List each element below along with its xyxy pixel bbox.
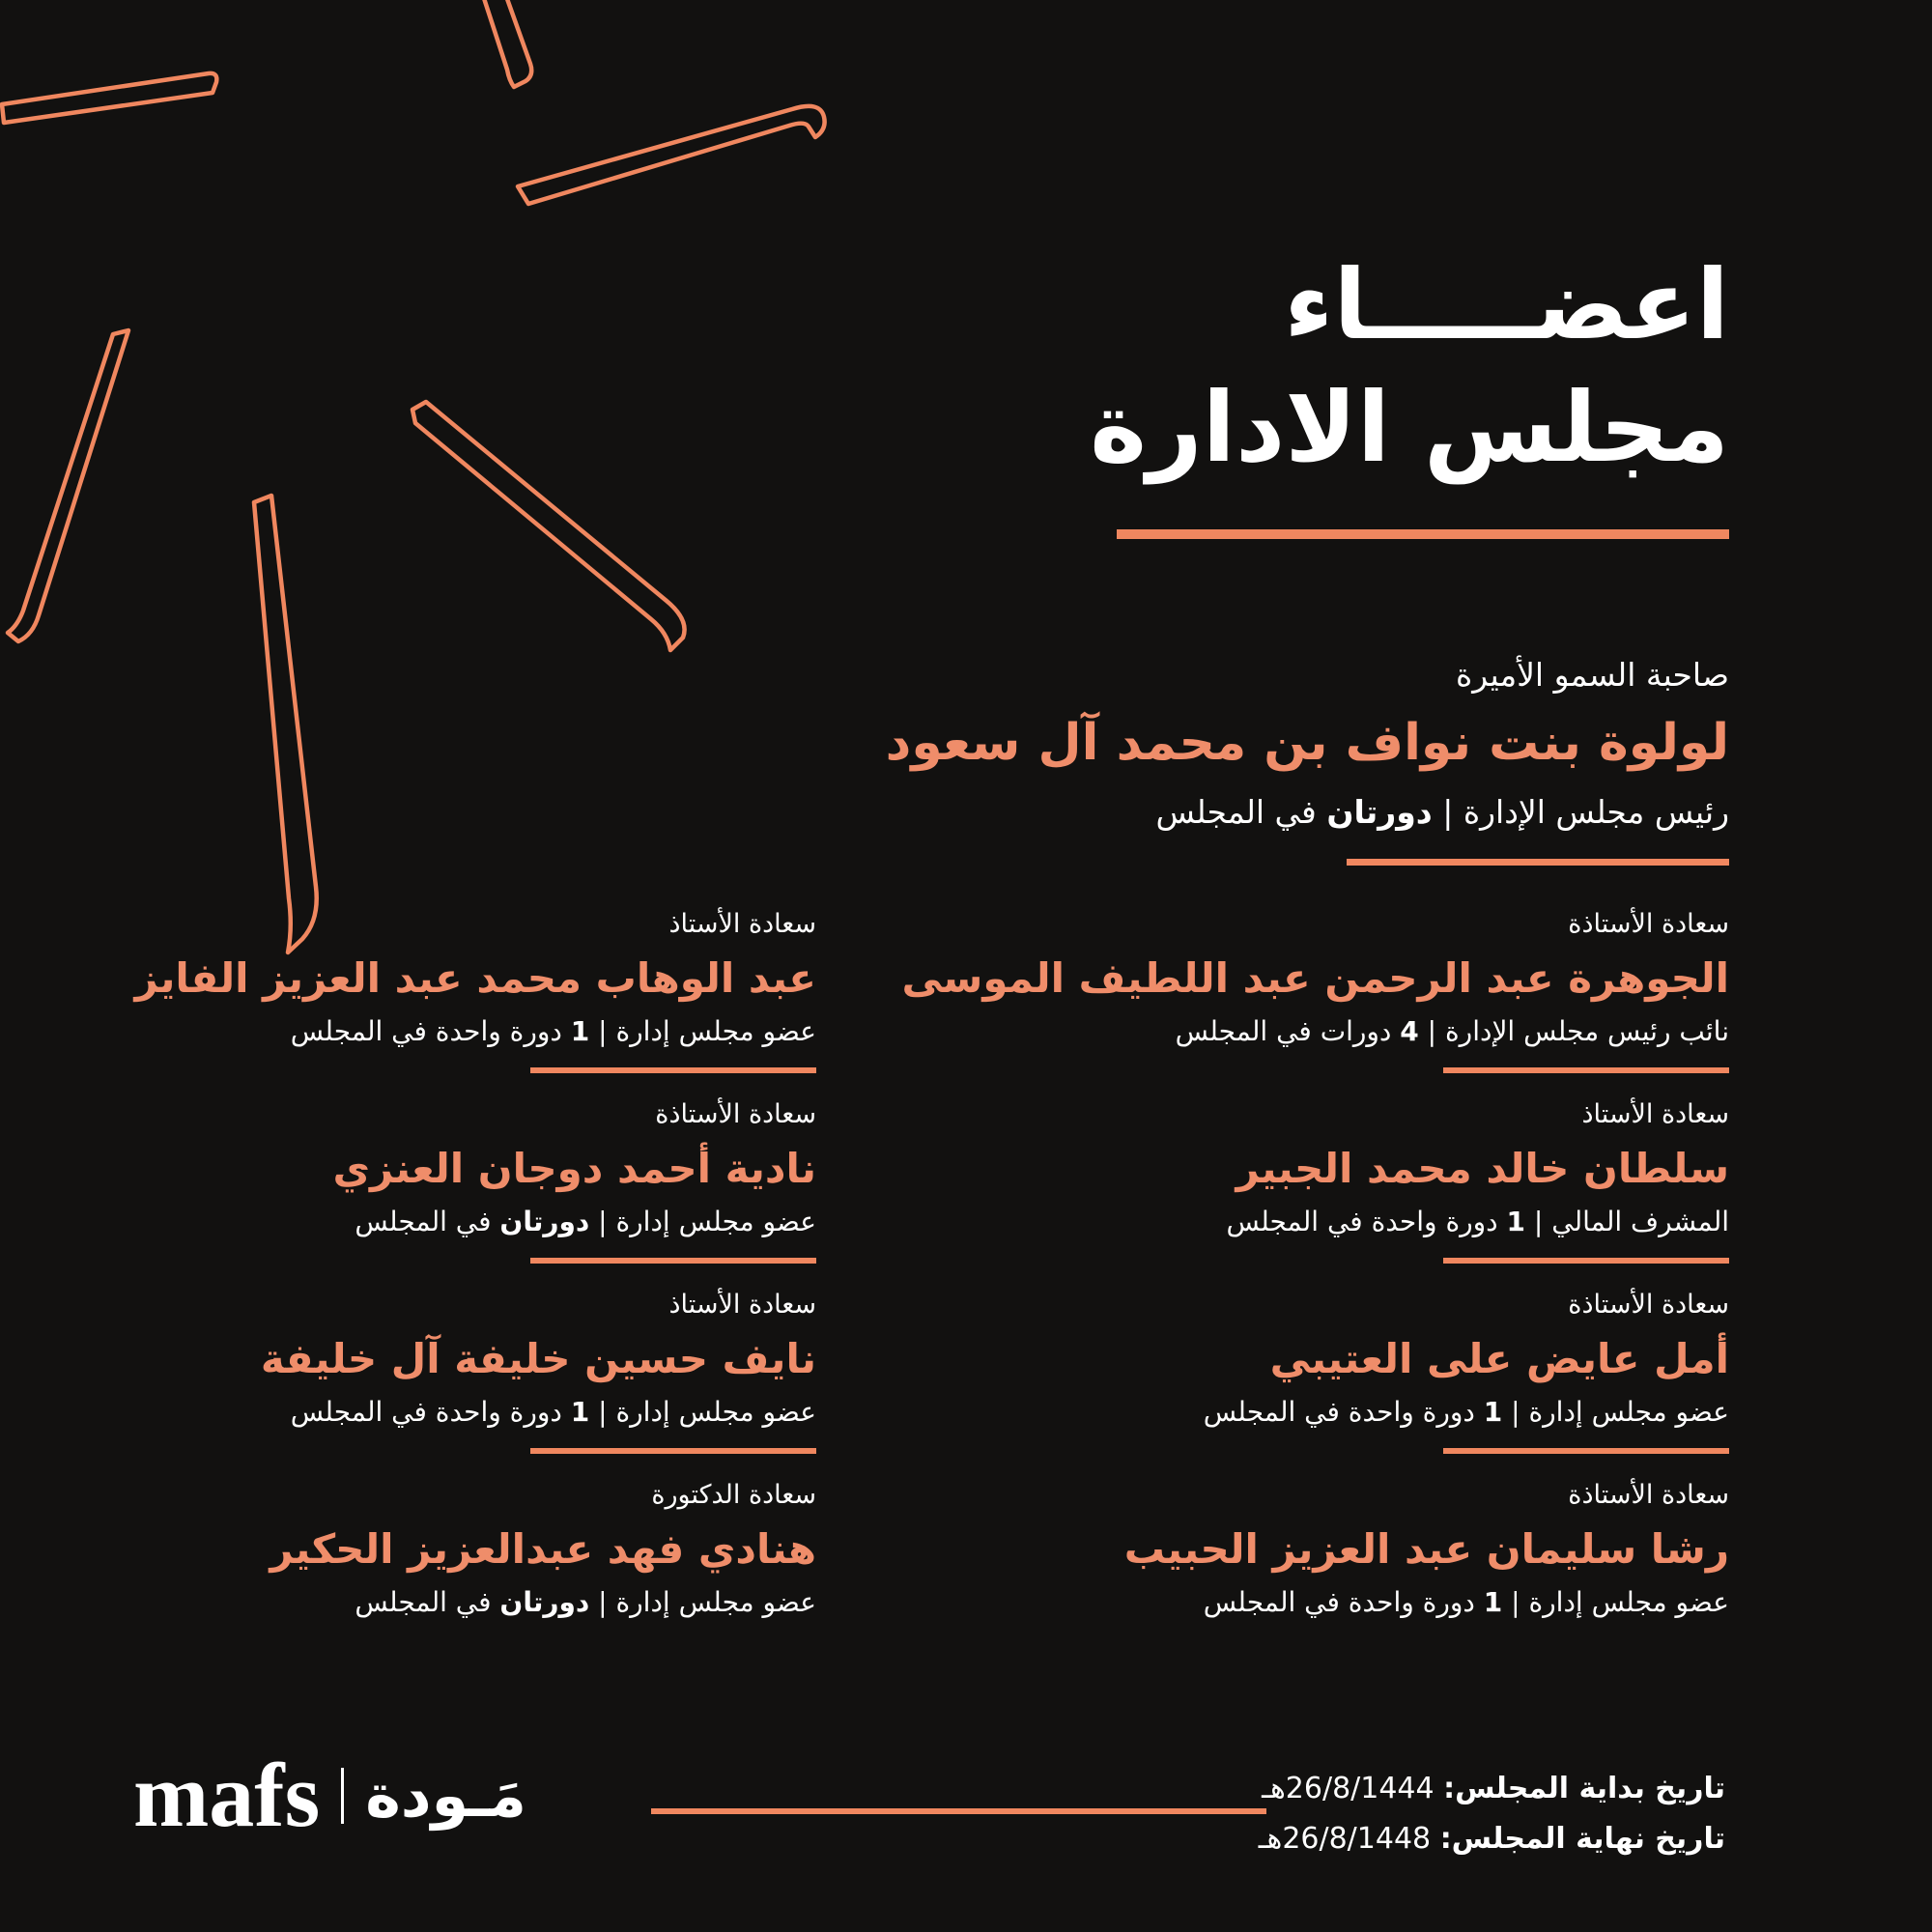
member-honorific: سعادة الأستاذة	[1568, 1290, 1729, 1320]
member-role	[179, 1584, 816, 1620]
member-honorific: سعادة الأستاذة	[1568, 1480, 1729, 1510]
member-role	[995, 1204, 1729, 1239]
member-role	[995, 1013, 1729, 1049]
member-card	[995, 1289, 1729, 1454]
end-date-label: تاريخ نهاية المجلس:	[1439, 1822, 1725, 1856]
role-text: دورة واحدة في المجلس	[1203, 1396, 1484, 1428]
role-highlight: 1	[1483, 1396, 1503, 1428]
member-name: نادية أحمد دوجان العنزي	[332, 1145, 816, 1192]
council-dates	[1259, 1764, 1725, 1864]
role-text: عضو مجلس إدارة |	[589, 1015, 816, 1047]
role-text: رئيس مجلس الإدارة |	[1432, 792, 1729, 831]
mafs-logo	[133, 1746, 527, 1846]
role-text: دورة واحدة في المجلس	[290, 1015, 571, 1047]
member-honorific: سعادة الأستاذ	[668, 1290, 816, 1320]
members-column-left	[134, 908, 816, 1620]
logo-divider	[341, 1768, 344, 1824]
council-end-date	[1259, 1814, 1725, 1864]
brush-stroke-left-horizontal	[2, 73, 216, 123]
chairman-name: لولوة بنت نواف بن محمد آل سعود	[885, 713, 1729, 772]
end-date-value: 26/8/1448هـ	[1258, 1822, 1432, 1856]
role-text: عضو مجلس إدارة |	[1502, 1396, 1729, 1428]
member-card	[179, 1289, 816, 1454]
page-title	[1090, 243, 1729, 489]
logo-latin-text: mafs	[133, 1746, 321, 1846]
role-highlight: 1	[1483, 1586, 1503, 1618]
member-name: أمل عايض على العتيبي	[1269, 1335, 1729, 1382]
member-card	[134, 908, 816, 1073]
member-honorific: سعادة الأستاذة	[1568, 909, 1729, 939]
member-card	[995, 1479, 1729, 1620]
chairman-separator	[1347, 859, 1729, 866]
page-title-line1: اعضـــــاء	[1284, 248, 1729, 361]
brush-stroke-lower-diagonal	[412, 402, 685, 650]
role-highlight: دورتان	[499, 1586, 590, 1618]
member-honorific: سعادة الدكتورة	[651, 1480, 816, 1510]
member-name: عبد الوهاب محمد عبد العزيز الفايز	[134, 954, 816, 1002]
logo-arabic-text: مَـودة	[365, 1760, 527, 1831]
member-role	[995, 1584, 1729, 1620]
member-card	[901, 908, 1729, 1073]
member-card	[179, 1098, 816, 1264]
role-text: في المجلس	[355, 1206, 500, 1237]
title-underline	[1117, 529, 1729, 539]
role-highlight: دورتان	[1326, 792, 1433, 831]
member-separator	[1443, 1067, 1729, 1073]
member-honorific: سعادة الأستاذة	[655, 1099, 816, 1129]
role-text: عضو مجلس إدارة |	[1502, 1586, 1729, 1618]
role-highlight: 4	[1400, 1015, 1419, 1047]
member-honorific: سعادة الأستاذ	[668, 909, 816, 939]
member-role	[995, 1394, 1729, 1430]
member-separator	[530, 1258, 816, 1264]
member-honorific: سعادة الأستاذ	[1581, 1099, 1729, 1129]
role-text: عضو مجلس إدارة |	[589, 1206, 816, 1237]
member-role	[179, 1394, 816, 1430]
role-text: دورات في المجلس	[1175, 1015, 1401, 1047]
footer-divider-line	[651, 1808, 1266, 1814]
member-separator	[1443, 1448, 1729, 1454]
role-highlight: 1	[570, 1015, 590, 1047]
member-name: هنادي فهد عبدالعزيز الحكير	[270, 1525, 816, 1573]
brush-stroke-vertical	[254, 496, 317, 952]
role-highlight: 1	[570, 1396, 590, 1428]
member-role	[179, 1013, 816, 1049]
role-highlight: دورتان	[499, 1206, 590, 1237]
member-separator	[530, 1067, 816, 1073]
role-text: دورة واحدة في المجلس	[290, 1396, 571, 1428]
role-text: دورة واحدة في المجلس	[1203, 1586, 1484, 1618]
role-text: في المجلس	[355, 1586, 500, 1618]
chairman-role	[886, 792, 1729, 834]
start-date-label: تاريخ بداية المجلس:	[1443, 1772, 1725, 1805]
member-name: الجوهرة عبد الرحمن عبد اللطيف الموسى	[901, 954, 1729, 1002]
member-name: رشا سليمان عبد العزيز الحبيب	[1123, 1525, 1729, 1573]
member-card	[995, 1098, 1729, 1264]
role-text: عضو مجلس إدارة |	[589, 1586, 816, 1618]
member-separator	[530, 1448, 816, 1454]
role-text: المشرف المالي |	[1525, 1206, 1729, 1237]
members-column-right	[901, 908, 1729, 1620]
brush-stroke-left-diagonal	[8, 330, 128, 641]
member-card	[179, 1479, 816, 1620]
role-text: عضو مجلس إدارة |	[589, 1396, 816, 1428]
role-highlight: 1	[1506, 1206, 1526, 1237]
role-text: نائب رئيس مجلس الإدارة |	[1418, 1015, 1729, 1047]
chairman-card	[886, 655, 1729, 866]
role-text: دورة واحدة في المجلس	[1226, 1206, 1507, 1237]
council-start-date	[1259, 1764, 1725, 1814]
member-role	[179, 1204, 816, 1239]
role-text: في المجلس	[1155, 792, 1327, 831]
brush-stroke-right-diagonal	[518, 106, 825, 204]
member-name: سلطان خالد محمد الجبير	[1236, 1145, 1729, 1192]
start-date-value: 26/8/1444هـ	[1262, 1772, 1435, 1805]
page-title-line2: مجلس الادارة	[1090, 371, 1729, 484]
member-name: نايف حسين خليفة آل خليفة	[260, 1335, 816, 1382]
member-separator	[1443, 1258, 1729, 1264]
brush-stroke-top	[480, 0, 531, 87]
chairman-honorific: صاحبة السمو الأميرة	[1455, 656, 1729, 694]
